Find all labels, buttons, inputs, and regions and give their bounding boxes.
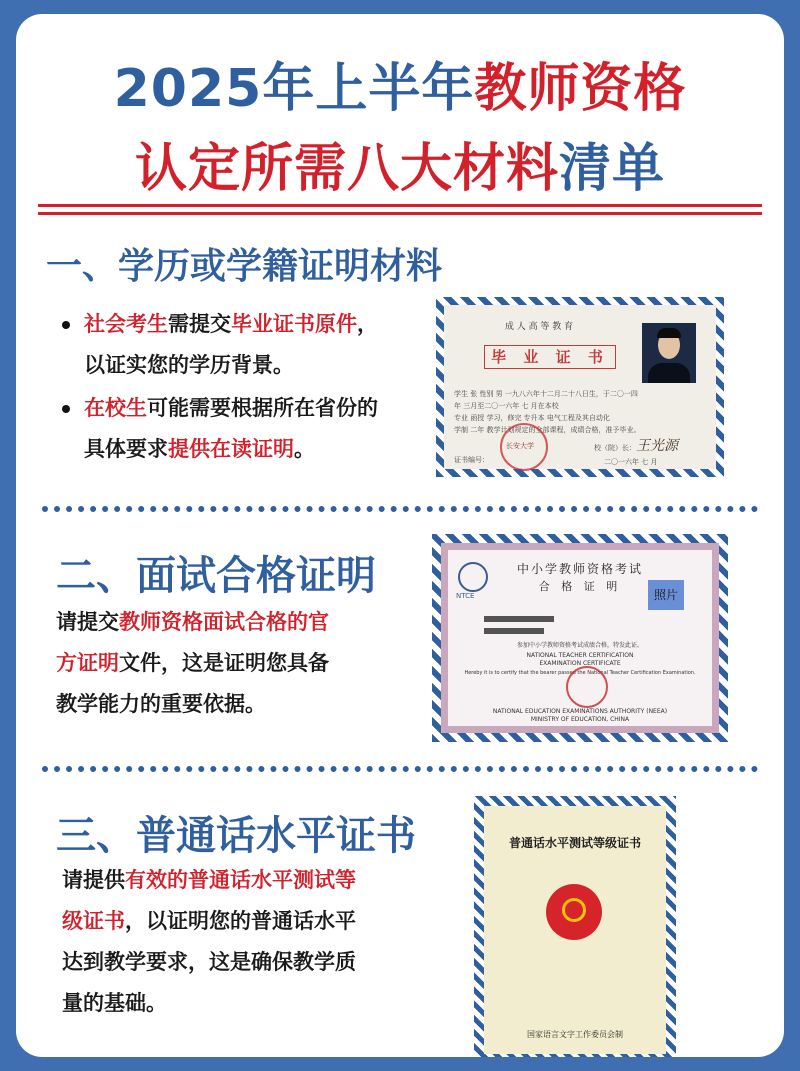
logo-text: NTCE (456, 592, 475, 600)
certificate-paper (448, 550, 712, 726)
section2-heading: 二、面试合格证明 (56, 553, 376, 599)
cert-text: 专业 函授 学习，修完 专升本 电气工程及其自动化 (454, 414, 610, 422)
text-red: 级证书 (62, 909, 125, 933)
text-red: 有效的普通话水平测试等 (125, 868, 356, 892)
mandarin-certificate-image (474, 796, 676, 1057)
title-rule-top (38, 204, 762, 207)
national-emblem-icon (546, 884, 602, 940)
text: 以证实您的学历背景。 (84, 353, 294, 377)
title-part: 认定所需八大材料 (134, 139, 559, 199)
title-part: 清单 (559, 139, 666, 199)
text-red: 社会考生 (84, 312, 168, 336)
section-divider (42, 766, 758, 772)
cert-text: NATIONAL EDUCATION EXAMINATIONS AUTHORITY (NEEA) (492, 708, 668, 715)
redaction-mark (484, 628, 544, 634)
cert-title: 中小学教师资格考试 (516, 562, 643, 576)
bullet-item (62, 388, 422, 470)
text: 具体要求 (84, 437, 168, 461)
cert-subtitle: 合 格 证 明 (538, 580, 622, 593)
cert-text: 学生 张 性别 男 一九八六年十二月二十八日生，于二〇一四 (454, 390, 638, 398)
student-photo (642, 323, 696, 383)
text: 请提供 (62, 868, 125, 892)
text: 。 (294, 437, 315, 461)
section-divider (42, 506, 758, 512)
text-red: 方证明 (56, 651, 119, 675)
certificate-cover (484, 806, 666, 1054)
principal-signature: 王光源 (636, 438, 678, 454)
text: ，以证明您的普通话水平 (125, 909, 356, 933)
text: 需提交 (168, 312, 231, 336)
text: ， (357, 312, 378, 336)
certificate-paper (444, 305, 716, 469)
cert-text: 证书编号： (454, 456, 489, 464)
graduation-certificate-image (436, 297, 724, 477)
cert-header: 成 人 高 等 教 育 (504, 322, 574, 332)
bullet-item (62, 304, 422, 386)
title-line-1 (16, 46, 784, 121)
cert-text: Hereby it is to certify that the bearer passed the National Teacher Certification Examination. (464, 670, 696, 676)
cert-text: 长安大学 (506, 442, 534, 450)
text-red: 提供在读证明 (168, 437, 294, 461)
text: 达到教学要求，这是确保教学质 (62, 950, 356, 974)
certificate-border (441, 543, 719, 733)
section3-paragraph (62, 860, 442, 1024)
text: 可能需要根据所在省份的 (147, 396, 378, 420)
section1-bullets (62, 304, 422, 470)
cert-text: EXAMINATION CERTIFICATE (539, 660, 621, 667)
title-line-2 (16, 126, 784, 201)
section3-heading: 三、普通话水平证书 (56, 813, 416, 859)
photo-placeholder: 照片 (648, 580, 684, 610)
title-part: 教师资格 (474, 59, 687, 119)
cert-title: 普通话水平测试等级证书 (508, 836, 641, 850)
cert-text: 学制 二年 教学计划规定的全部课程，成绩合格，准予毕业。 (454, 426, 641, 434)
text: 文件，这是证明您具备 (119, 651, 329, 675)
cert-text: 年 三月至二〇一六年 七 月在本校 (454, 402, 559, 410)
title-rule-bottom (38, 212, 762, 215)
cert-text: 参加中小学教师资格考试成绩合格，特发此证。 (516, 642, 643, 649)
interview-certificate-image (432, 534, 728, 742)
text-red: 教师资格面试合格的官 (119, 610, 329, 634)
text-red: 在校生 (84, 396, 147, 420)
poster-card (16, 14, 784, 1057)
text-red: 毕业证书原件 (231, 312, 357, 336)
cert-text: MINISTRY OF EDUCATION, CHINA (530, 716, 630, 723)
text: 教学能力的重要依据。 (56, 692, 266, 716)
official-seal (566, 666, 608, 708)
cert-title: 毕 业 证 书 (484, 345, 616, 369)
cert-text: 校（院）长： (594, 444, 636, 452)
cert-footer: 国家语言文字工作委员会制 (527, 1030, 623, 1039)
section1-heading: 一、学历或学籍证明材料 (46, 246, 443, 287)
cert-text: 二〇一六年 七 月 (604, 458, 658, 466)
redaction-mark (484, 616, 554, 622)
text: 请提交 (56, 610, 119, 634)
cert-text: NATIONAL TEACHER CERTIFICATION (526, 652, 634, 659)
title-part: 2025年上半年 (113, 59, 475, 119)
text: 量的基础。 (62, 991, 167, 1015)
section2-paragraph (56, 602, 416, 725)
